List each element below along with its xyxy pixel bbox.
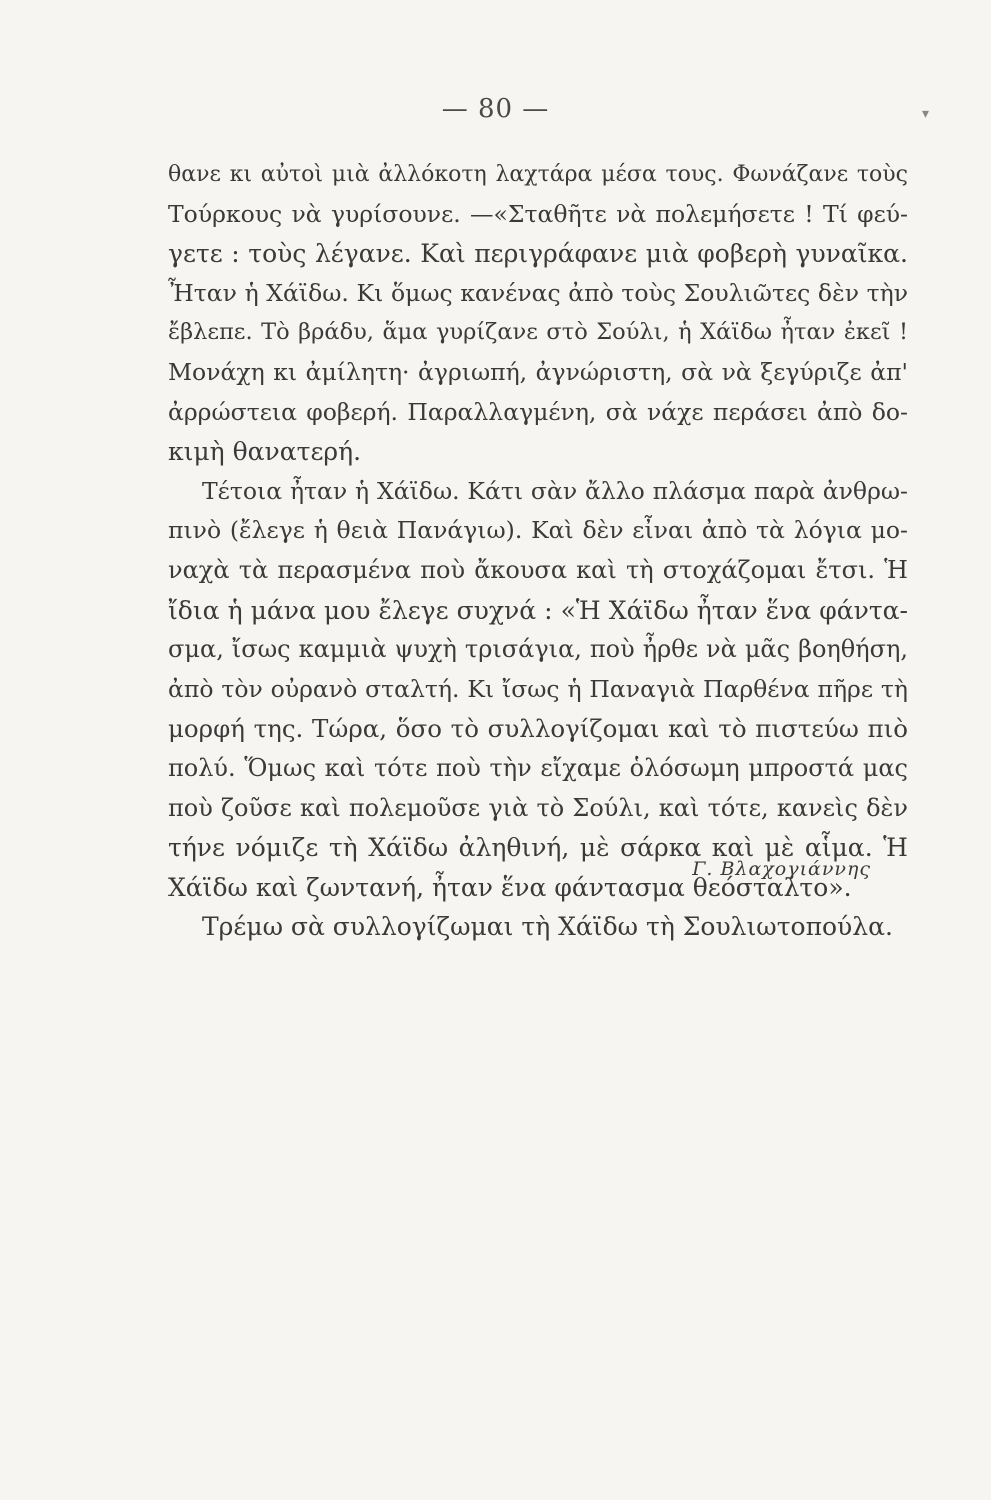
text-line: Μονάχη κι ἀμίλητη· ἀγριωπή, ἀγνώριστη, σὰ νὰ ξεγύριζε ἀπ' bbox=[168, 357, 908, 386]
body-text bbox=[168, 155, 908, 947]
text-line: πολύ. Ὅμως καὶ τότε ποὺ τὴν εἴχαμε ὁλόσωμη μπροστά μας bbox=[168, 753, 908, 782]
text-line: Χάϊδω καὶ ζωντανή, ἦταν ἕνα φάντασμα θεόσταλτο». bbox=[168, 872, 852, 902]
page-number: — 80 — bbox=[441, 94, 550, 124]
text-line: πινὸ (ἔλεγε ἡ θειὰ Πανάγιω). Καὶ δὲν εἶναι ἀπὸ τὰ λόγια μο- bbox=[168, 516, 908, 545]
text-line: κιμὴ θανατερή. bbox=[168, 437, 362, 467]
text-line: ναχὰ τὰ περασμένα ποὺ ἄκουσα καὶ τὴ στοχάζομαι ἔτσι. Ἡ bbox=[168, 555, 908, 584]
paragraph-3 bbox=[168, 907, 908, 947]
paragraph-1 bbox=[168, 155, 908, 472]
text-line: σμα, ἴσως καμμιὰ ψυχὴ τρισάγια, ποὺ ἦρθε νὰ μᾶς βοηθήση, bbox=[168, 635, 908, 664]
paragraph-2 bbox=[168, 472, 908, 908]
text-line: Τέτοια ἦταν ἡ Χάϊδω. Κάτι σὰν ἄλλο πλάσμα παρὰ ἀνθρω- bbox=[202, 476, 908, 505]
text-line: γετε : τοὺς λέγανε. Καὶ περιγράφανε μιὰ φοβερὴ γυναῖκα. bbox=[168, 239, 908, 269]
text-line: θανε κι αὐτοὶ μιὰ ἀλλόκοτη λαχτάρα μέσα τους. Φωνάζανε τοὺς bbox=[168, 162, 908, 187]
text-line: ἀπὸ τὸν οὐρανὸ σταλτή. Κι ἴσως ἡ Παναγιὰ Παρθένα πῆρε τὴ bbox=[168, 674, 908, 703]
text-line: Τρέμω σὰ συλλογίζωμαι τὴ Χάϊδω τὴ Σουλιωτοπούλα. bbox=[202, 912, 893, 942]
text-line: Τούρκους νὰ γυρίσουνε. —«Σταθῆτε νὰ πολεμήσετε ! Τί φεύ- bbox=[168, 199, 908, 228]
author-signature: Γ. Βλαχογιάννης bbox=[692, 858, 871, 880]
corner-mark: ▾ bbox=[921, 106, 929, 122]
text-line: ἴδια ἡ μάνα μου ἔλεγε συχνά : «Ἡ Χάϊδω ἦταν ἕνα φάντα- bbox=[168, 595, 908, 625]
text-line: ἔβλεπε. Τὸ βράδυ, ἅμα γυρίζανε στὸ Σούλι, ἡ Χάϊδω ἦταν ἐκεῖ ! bbox=[168, 319, 908, 346]
text-line: Ἦταν ἡ Χάϊδω. Κι ὅμως κανένας ἀπὸ τοὺς Σουλιῶτες δὲν τὴν bbox=[168, 278, 908, 307]
text-line: μορφή της. Τώρα, ὅσο τὸ συλλογίζομαι καὶ τὸ πιστεύω πιὸ bbox=[168, 714, 908, 744]
text-line: ποὺ ζοῦσε καὶ πολεμοῦσε γιὰ τὸ Σούλι, καὶ τότε, κανεὶς δὲν bbox=[168, 793, 908, 822]
text-line: τήνε νόμιζε τὴ Χάϊδω ἀληθινή, μὲ σάρκα καὶ μὲ αἷμα. Ἡ bbox=[168, 833, 908, 863]
text-line: ἀρρώστεια φοβερή. Παραλλαγμένη, σὰ νάχε περάσει ἀπὸ δο- bbox=[168, 397, 908, 426]
